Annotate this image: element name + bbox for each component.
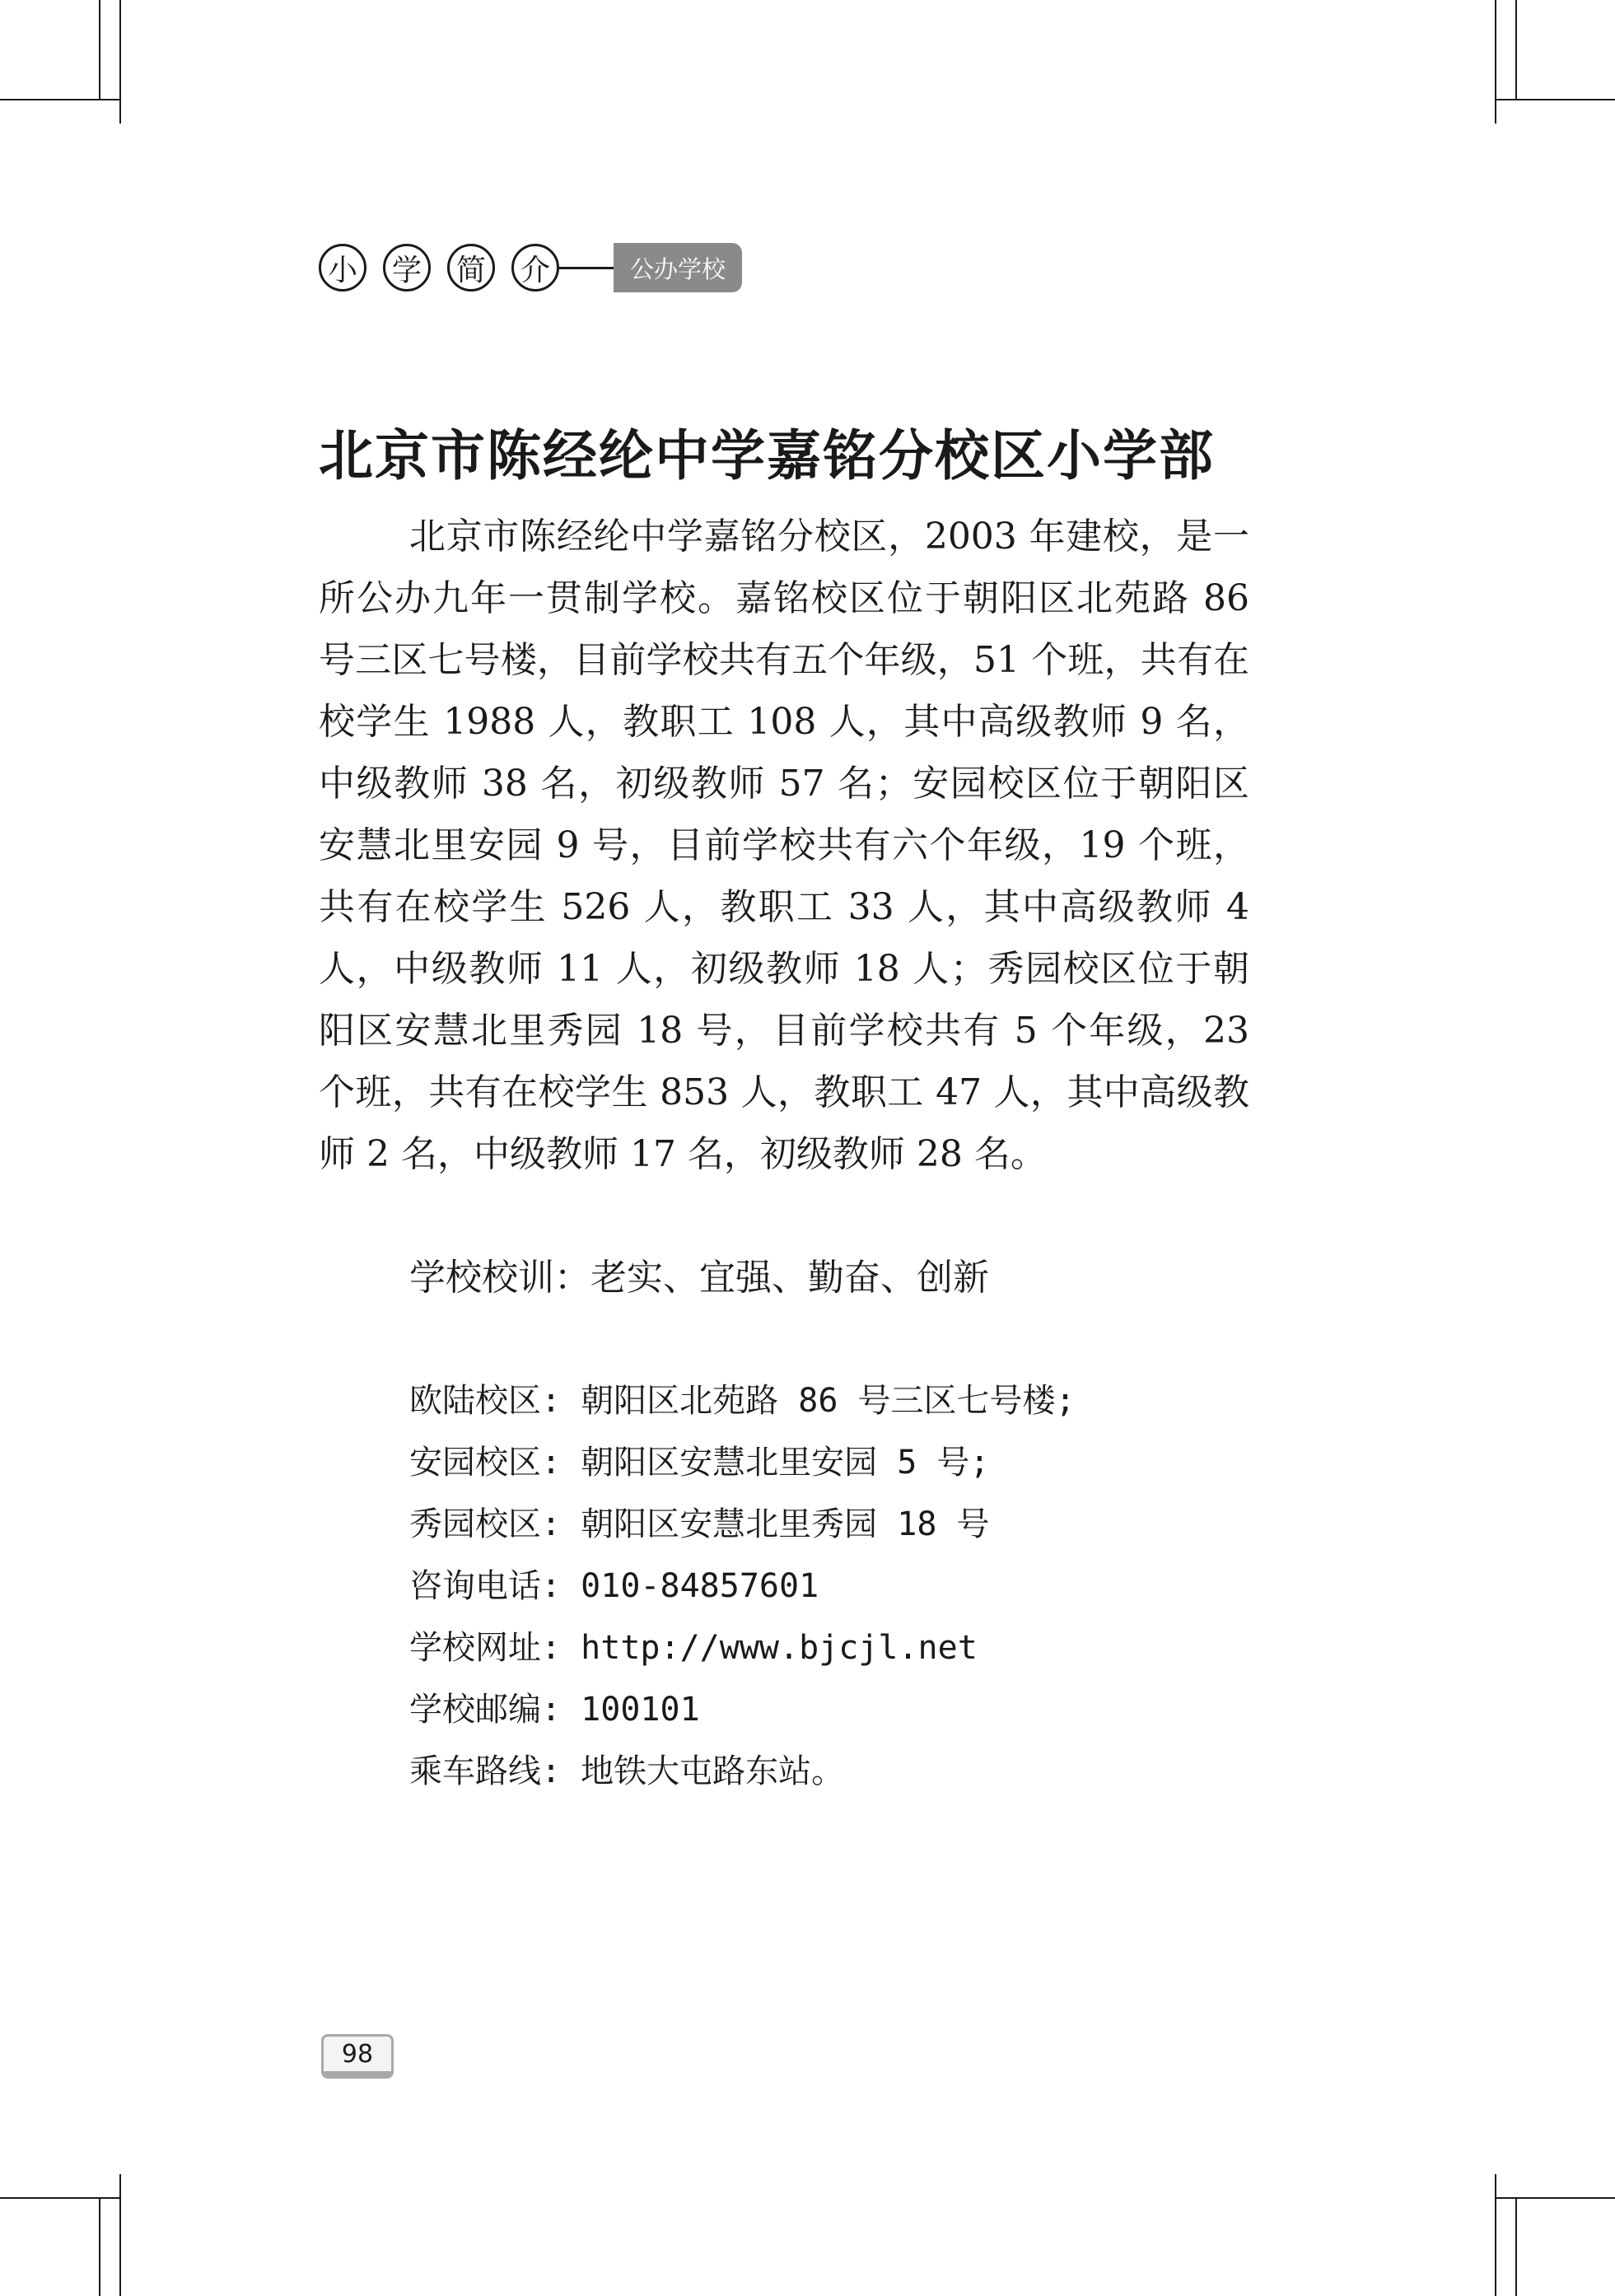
info-transit-route: 乘车路线: 地铁大屯路东站。 — [409, 1752, 845, 1790]
crop-mark — [119, 0, 121, 124]
info-campus-anyuan: 安园校区: 朝阳区安慧北里安园 5 号; — [409, 1444, 990, 1482]
crop-mark — [1496, 99, 1615, 100]
crop-mark — [1496, 2197, 1615, 2199]
crop-mark — [0, 99, 119, 100]
crop-mark — [0, 2197, 119, 2199]
contact-info-list — [409, 1370, 1076, 1803]
crop-mark — [1515, 0, 1517, 99]
header-char-circle: 学 — [383, 244, 431, 292]
info-postcode: 学校邮编: 100101 — [409, 1691, 700, 1729]
section-header — [319, 240, 742, 295]
header-char-circle: 简 — [447, 244, 495, 292]
school-motto: 学校校训：老实、宜强、勤奋、创新 — [409, 1257, 989, 1299]
header-char-circle: 介 — [511, 244, 559, 292]
header-connector-line — [559, 267, 614, 269]
intro-paragraph: 北京市陈经纶中学嘉铭分校区，2003 年建校，是一所公办九年一贯制学校。嘉铭校区位于朝阳区北苑路 86 号三区七号楼，目前学校共有五个年级，51 个班，共有在校学生 1988 人，教职工 108 人，其中高级教师 9 名，中级教师 38 名，初级教师 57 名；安园校区位于朝阳区安慧北里安园 9 号，目前学校共有六个年级，19 个班，共有在校学生 526 人，教职工 33 人，其中高级教师 4 人，中级教师 11 人，初级教师 18 人；秀园校区位于朝阳区安慧北里秀园 18 号，目前学校共有 5 个年级，23 个班，共有在校学生 853 人，教职工 47 人，其中高级教师 2 名，中级教师 17 名，初级教师 28 名。 — [319, 516, 1249, 1175]
category-tag: 公办学校 — [614, 243, 742, 292]
page-title: 北京市陈经纶中学嘉铭分校区小学部 — [319, 424, 1215, 488]
crop-mark — [119, 2174, 121, 2296]
header-char-circle: 小 — [319, 244, 366, 292]
info-phone: 咨询电话: 010-84857601 — [409, 1567, 819, 1605]
page-number: 98 — [341, 2039, 374, 2069]
crop-mark — [1495, 0, 1496, 124]
info-website: 学校网址: http://www.bjcjl.net — [409, 1629, 978, 1667]
crop-mark — [99, 0, 100, 99]
crop-mark — [1495, 2174, 1496, 2296]
crop-mark — [99, 2197, 100, 2296]
info-campus-xiuyuan: 秀园校区: 朝阳区安慧北里秀园 18 号 — [409, 1505, 990, 1543]
info-campus-oulu: 欧陆校区: 朝阳区北苑路 86 号三区七号楼; — [409, 1382, 1076, 1420]
page-number-badge — [321, 2034, 394, 2079]
crop-mark — [1515, 2197, 1517, 2296]
